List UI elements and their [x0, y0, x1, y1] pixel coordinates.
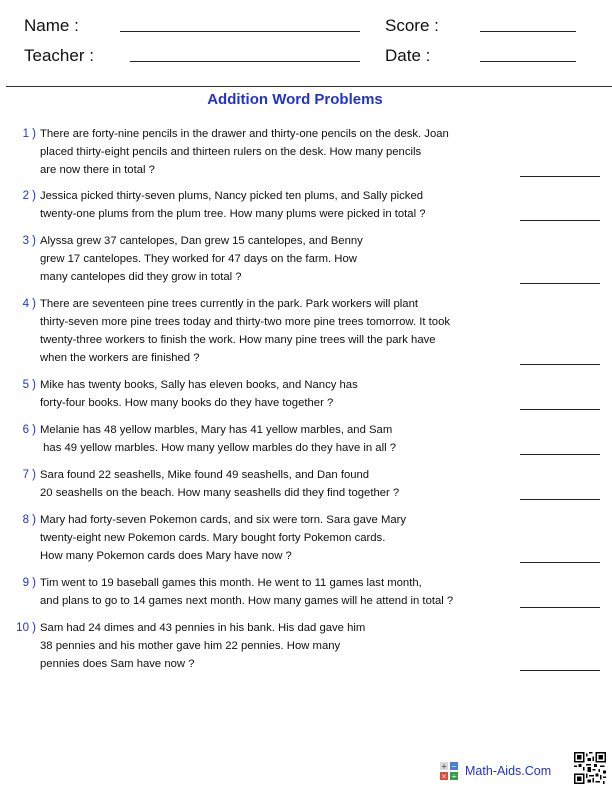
answer-blank[interactable]: [520, 670, 600, 671]
svg-text:−: −: [451, 762, 457, 771]
answer-blank[interactable]: [520, 220, 600, 221]
problem-text-line: grew 17 cantelopes. They worked for 47 days on the farm. How: [40, 253, 357, 265]
name-label: Name :: [24, 16, 79, 35]
problem-text-line: twenty-three workers to finish the work. How many pine trees will the park have: [40, 334, 436, 346]
qr-code-icon: [574, 752, 606, 784]
problem-text-line: 38 pennies and his mother gave him 22 pennies. How many: [40, 640, 341, 652]
problem-number: 3 ): [22, 235, 36, 247]
answer-blank[interactable]: [520, 283, 600, 284]
problem-text-line: twenty-eight new Pokemon cards. Mary bought forty Pokemon cards.: [40, 532, 386, 544]
problem-text-line: Jessica picked thirty-seven plums, Nancy picked ten plums, and Sally picked: [40, 190, 424, 202]
problem-number: 7 ): [22, 469, 36, 481]
answer-blank[interactable]: [520, 454, 600, 455]
problem-text-line: many cantelopes did they grow in total ?: [40, 271, 242, 283]
problem-text-line: There are forty-nine pencils in the drawer and thirty-one pencils on the desk. Joan: [40, 128, 449, 140]
problem-text-line: has 49 yellow marbles. How many yellow marbles do they have in all ?: [40, 442, 397, 454]
problem-number: 2 ): [22, 190, 36, 202]
problem-text-line: Mike has twenty books, Sally has eleven books, and Nancy has: [40, 379, 358, 391]
problem-text-line: Melanie has 48 yellow marbles, Mary has 41 yellow marbles, and Sam: [40, 424, 393, 436]
problem-text-line: Tim went to 19 baseball games this month. He went to 11 games last month,: [40, 577, 422, 589]
problem-number: 8 ): [22, 514, 36, 526]
problem-text-line: Mary had forty-seven Pokemon cards, and six were torn. Sara gave Mary: [40, 514, 407, 526]
problem-text-line: are now there in total ?: [40, 164, 155, 176]
teacher-label: Teacher :: [24, 46, 94, 65]
answer-blank[interactable]: [520, 176, 600, 177]
site-name: Math-Aids.Com: [465, 764, 552, 778]
worksheet-title: Addition Word Problems: [207, 91, 383, 108]
score-blank[interactable]: [480, 31, 576, 32]
problem-number: 10 ): [16, 622, 36, 634]
svg-text:+: +: [441, 762, 447, 771]
problem-number: 5 ): [22, 379, 36, 391]
calculator-icon: [440, 762, 458, 780]
problem-text-line: twenty-one plums from the plum tree. How many plums were picked in total ?: [40, 208, 426, 220]
header-divider: [6, 86, 612, 87]
name-blank[interactable]: [120, 31, 360, 32]
problem-text-line: when the workers are finished ?: [40, 352, 200, 364]
answer-blank[interactable]: [520, 562, 600, 563]
answer-blank[interactable]: [520, 607, 600, 608]
problem-text-line: and plans to go to 14 games next month. How many games will he attend in total ?: [40, 595, 454, 607]
svg-text:÷: ÷: [451, 772, 457, 780]
svg-text:×: ×: [441, 772, 447, 780]
date-blank[interactable]: [480, 61, 576, 62]
problem-number: 6 ): [22, 424, 36, 436]
problem-text-line: forty-four books. How many books do they have together ?: [40, 397, 334, 409]
problem-text-line: Sara found 22 seashells, Mike found 49 seashells, and Dan found: [40, 469, 370, 481]
teacher-blank[interactable]: [130, 61, 360, 62]
problem-text-line: How many Pokemon cards does Mary have now ?: [40, 550, 292, 562]
score-label: Score :: [385, 16, 439, 35]
answer-blank[interactable]: [520, 499, 600, 500]
problem-text-line: There are seventeen pine trees currently in the park. Park workers will plant: [40, 298, 418, 310]
date-label: Date :: [385, 46, 431, 65]
problem-text-line: pennies does Sam have now ?: [40, 658, 195, 670]
problem-number: 1 ): [22, 128, 36, 140]
answer-blank[interactable]: [520, 364, 600, 365]
problem-text-line: Alyssa grew 37 cantelopes, Dan grew 15 cantelopes, and Benny: [40, 235, 363, 247]
problem-text-line: 20 seashells on the beach. How many seashells did they find together ?: [40, 487, 400, 499]
problem-text-line: placed thirty-eight pencils and thirteen rulers on the desk. How many pencils: [40, 146, 422, 158]
problem-number: 9 ): [22, 577, 36, 589]
problem-text-line: thirty-seven more pine trees today and thirty-two more pine trees tomorrow. It took: [40, 316, 451, 328]
problem-number: 4 ): [22, 298, 36, 310]
answer-blank[interactable]: [520, 409, 600, 410]
problem-text-line: Sam had 24 dimes and 43 pennies in his bank. His dad gave him: [40, 622, 366, 634]
